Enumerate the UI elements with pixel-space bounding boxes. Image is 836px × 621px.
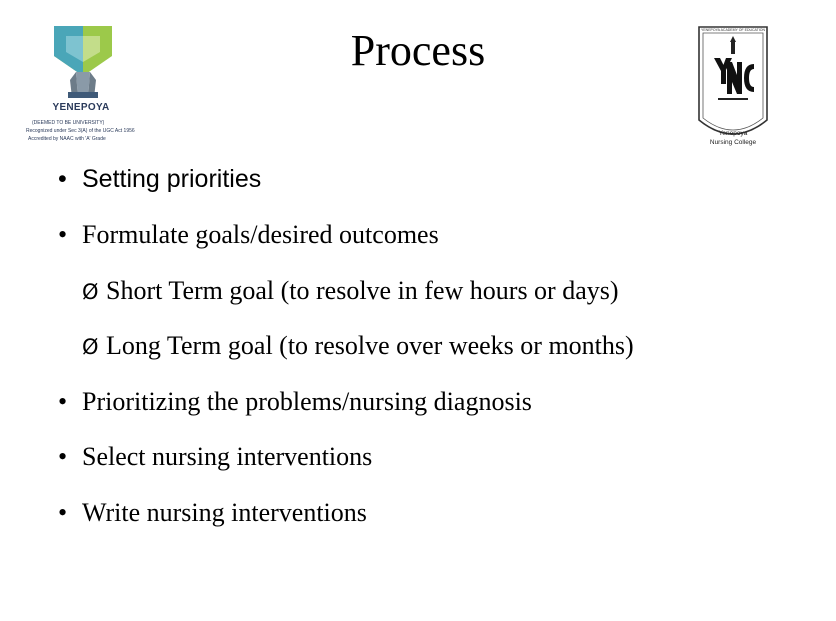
bullet-text: Prioritizing the problems/nursing diagnosis bbox=[82, 387, 532, 416]
bullet-formulate-goals bbox=[58, 220, 439, 250]
logo-left-line3: Accredited by NAAC with 'A' Grade bbox=[28, 136, 106, 142]
bullet-select-interventions bbox=[58, 442, 372, 472]
bullet-marker: • bbox=[58, 220, 68, 249]
bullet-text: Formulate goals/desired outcomes bbox=[82, 220, 439, 249]
crest-icon bbox=[696, 24, 770, 146]
slide-title: Process bbox=[350, 26, 486, 75]
bullet-marker: • bbox=[58, 442, 68, 471]
arrow-marker-icon: Ø bbox=[82, 280, 99, 304]
arrow-marker-icon: Ø bbox=[82, 335, 99, 359]
yenepoya-nursing-college-logo bbox=[696, 24, 770, 146]
logo-left-name: YENEPOYA bbox=[52, 102, 110, 113]
bullet-text: Long Term goal (to resolve over weeks or months) bbox=[106, 331, 634, 360]
bullet-prioritizing-problems bbox=[58, 387, 532, 417]
logo-right-college: Nursing College bbox=[709, 139, 757, 146]
subbullet-long-term-goal bbox=[82, 331, 634, 362]
bullet-marker: • bbox=[58, 498, 68, 527]
yenepoya-university-logo bbox=[26, 22, 144, 154]
logo-right-arc-text: YENEPOYA ACADEMY OF EDUCATION bbox=[701, 28, 765, 32]
bullet-marker: • bbox=[58, 387, 68, 416]
bullet-text: Write nursing interventions bbox=[82, 498, 367, 527]
logo-left-line1: (DEEMED TO BE UNIVERSITY) bbox=[32, 120, 105, 126]
bullet-setting-priorities bbox=[58, 164, 261, 194]
logo-right-name: Yenepoya bbox=[718, 130, 748, 137]
bullet-write-interventions bbox=[58, 498, 367, 528]
bullet-marker: • bbox=[58, 165, 67, 193]
bullet-text: Setting priorities bbox=[82, 165, 262, 193]
shield-icon bbox=[46, 22, 120, 102]
logo-left-line2: Recognized under Sec 3(A) of the UGC Act 1956 bbox=[26, 128, 135, 134]
bullet-text: Short Term goal (to resolve in few hours or days) bbox=[106, 276, 619, 305]
bullet-text: Select nursing interventions bbox=[82, 442, 373, 471]
subbullet-short-term-goal bbox=[82, 276, 619, 307]
